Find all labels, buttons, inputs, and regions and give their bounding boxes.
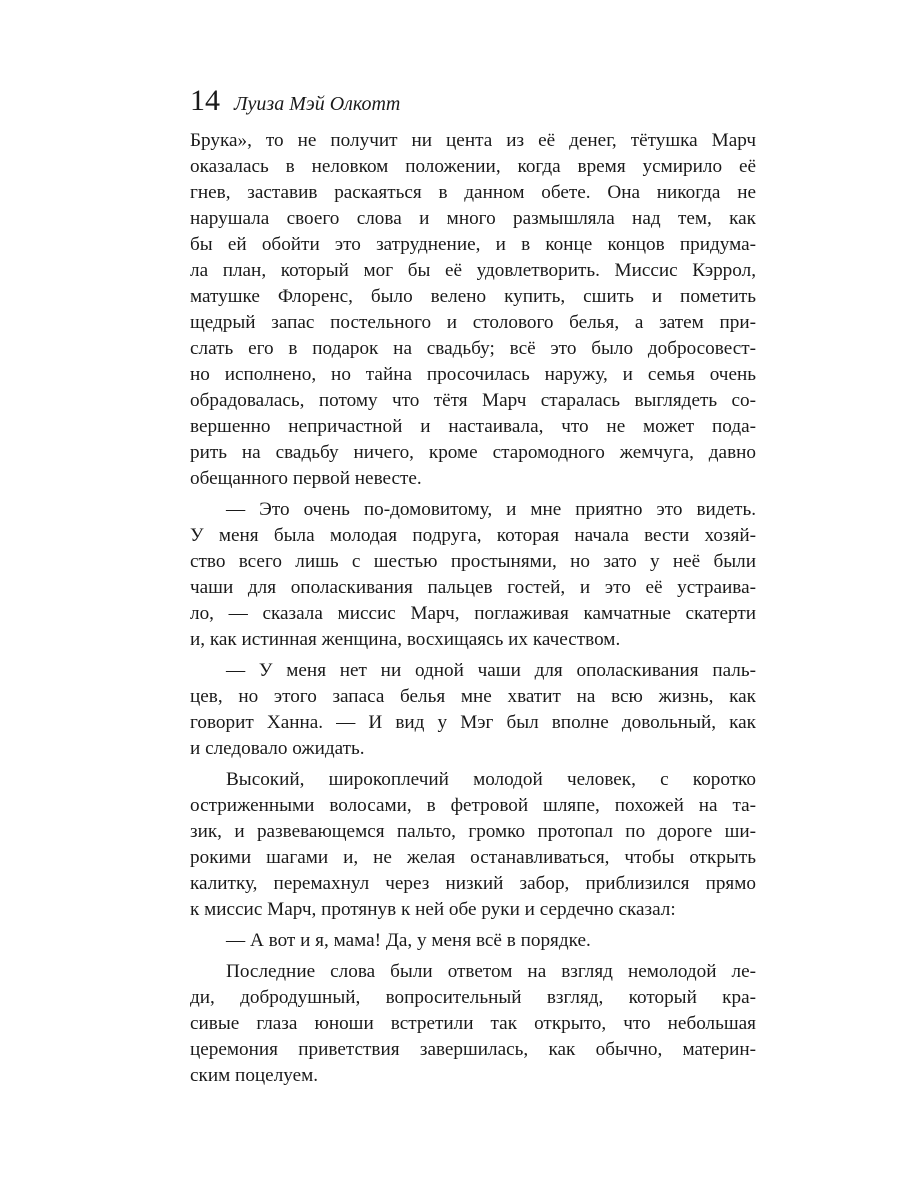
text-line: ла план, который мог бы её удовлетворить. Миссис Кэррол, (190, 260, 756, 281)
text-line: калитку, перемахнул через низкий забор, приблизился прямо (190, 873, 756, 894)
text-line: рить на свадьбу ничего, кроме старомодного жемчуга, давно (190, 442, 756, 463)
text-line: чаши для ополаскивания пальцев гостей, и это её устраива- (190, 577, 756, 598)
text-line: церемония приветствия завершилась, как обычно, материн- (190, 1039, 756, 1060)
text-line: бы ей обойти это затруднение, и в конце концов придума- (190, 234, 756, 255)
text-line: рокими шагами и, не желая останавливаться, чтобы открыть (190, 847, 756, 868)
text-line: нарушала своего слова и много размышляла над тем, как (190, 208, 756, 229)
text-line: У меня была молодая подруга, которая начала вести хозяй- (190, 525, 756, 546)
text-line: Последние слова были ответом на взгляд немолодой ле- (226, 961, 756, 982)
text-line: вершенно непричастной и настаивала, что не может пода- (190, 416, 756, 437)
text-line: гнев, заставив раскаяться в данном обете. Она никогда не (190, 182, 756, 203)
text-line: остриженными волосами, в фетровой шляпе, похожей на та- (190, 795, 756, 816)
text-line: Брука», то не получит ни цента из её денег, тётушка Марч (190, 130, 756, 151)
text-line: но исполнено, но тайна просочилась наружу, и семья очень (190, 364, 756, 385)
text-line: — У меня нет ни одной чаши для ополаскивания паль- (226, 660, 756, 681)
text-line: — А вот и я, мама! Да, у меня всё в порядке. (226, 930, 591, 951)
text-line: к миссис Марч, протянув к ней обе руки и сердечно сказал: (190, 899, 676, 920)
paragraph (190, 497, 756, 653)
running-title: Луиза Мэй Олкотт (234, 93, 401, 115)
running-head (190, 84, 400, 121)
text-line: обрадовалась, потому что тётя Марч старалась выглядеть со- (190, 390, 756, 411)
text-line: говорит Ханна. — И вид у Мэг был вполне довольный, как (190, 712, 756, 733)
text-line: цев, но этого запаса белья мне хватит на всю жизнь, как (190, 686, 756, 707)
text-line: — Это очень по-домовитому, и мне приятно это видеть. (226, 499, 756, 520)
paragraph (190, 767, 756, 923)
paragraph (190, 959, 756, 1089)
paragraph (190, 928, 756, 954)
paragraph (190, 128, 756, 492)
page-number: 14 (190, 84, 220, 117)
text-line: оказалась в неловком положении, когда время усмирило её (190, 156, 756, 177)
text-line: слать его в подарок на свадьбу; всё это было добросовест- (190, 338, 756, 359)
text-line: ди, добродушный, вопросительный взгляд, который кра- (190, 987, 756, 1008)
body-text (190, 128, 756, 1094)
text-line: зик, и развевающемся пальто, громко протопал по дороге ши- (190, 821, 756, 842)
text-line: обещанного первой невесте. (190, 468, 422, 489)
text-line: ским поцелуем. (190, 1065, 319, 1086)
text-line: и, как истинная женщина, восхищаясь их качеством. (190, 629, 621, 650)
text-line: Высокий, широкоплечий молодой человек, с коротко (226, 769, 756, 790)
text-line: щедрый запас постельного и столового белья, а затем при- (190, 312, 756, 333)
text-line: сивые глаза юноши встретили так открыто, что небольшая (190, 1013, 756, 1034)
text-line: ство всего лишь с шестью простынями, но зато у неё были (190, 551, 756, 572)
text-line: ло, — сказала миссис Марч, поглаживая камчатные скатерти (190, 603, 756, 624)
paragraph (190, 658, 756, 762)
text-line: и следовало ожидать. (190, 738, 365, 759)
text-line: матушке Флоренс, было велено купить, сшить и пометить (190, 286, 756, 307)
